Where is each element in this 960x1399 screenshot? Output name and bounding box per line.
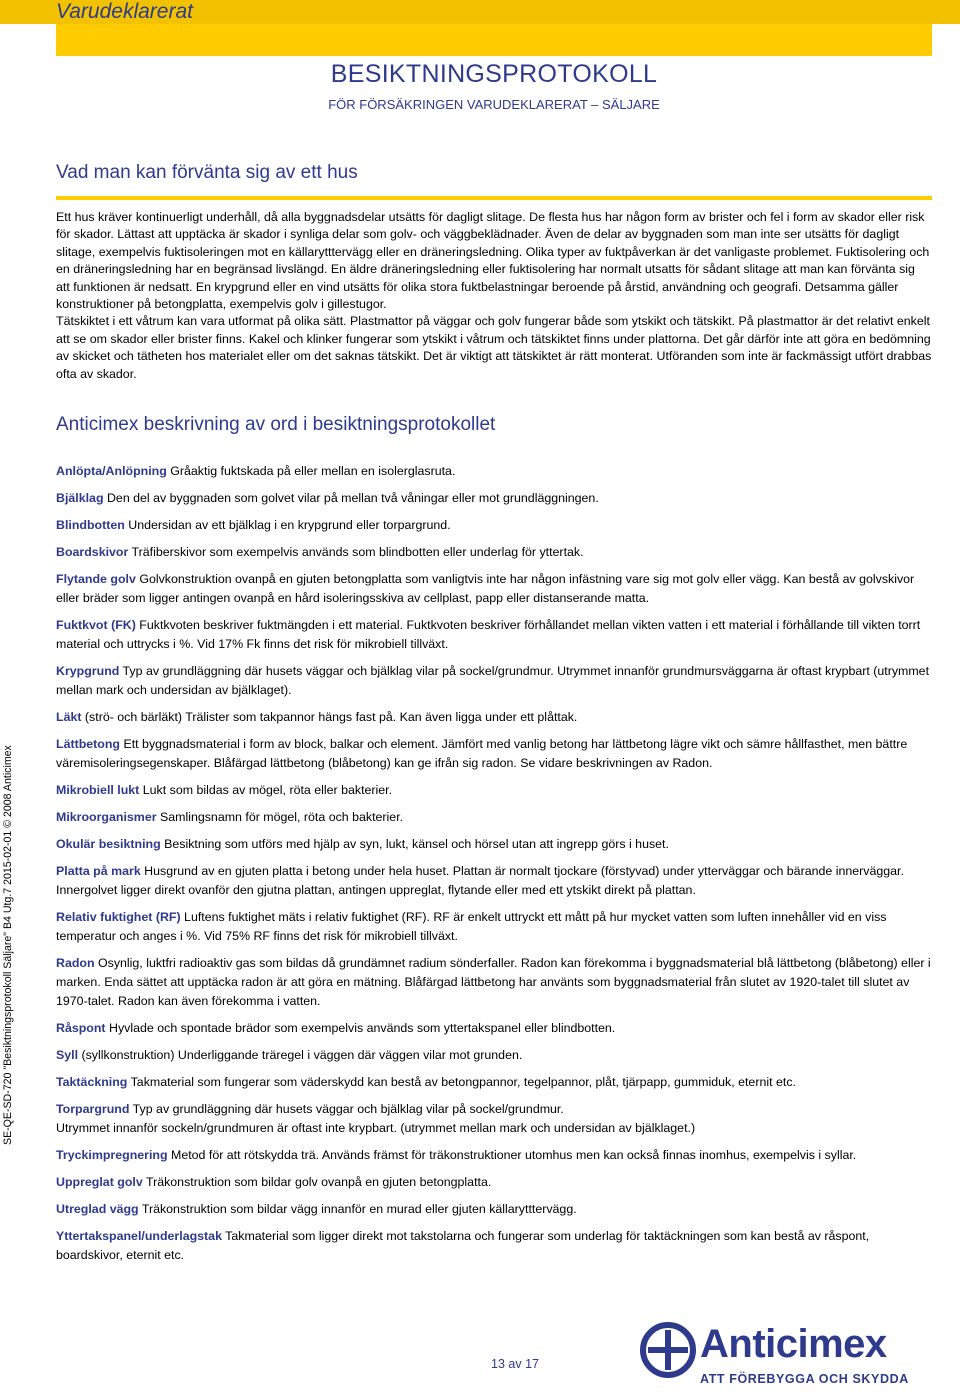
anticimex-logo bbox=[640, 1322, 945, 1390]
glossary-term: Platta på mark bbox=[56, 864, 141, 878]
glossary-term: Syll bbox=[56, 1048, 79, 1062]
glossary-term: Mikrobiell lukt bbox=[56, 783, 140, 797]
glossary-term: Råspont bbox=[56, 1021, 106, 1035]
glossary-definition: Hyvlade och spontade brädor som exempelvis används som yttertakspanel eller blindbotten. bbox=[105, 1021, 616, 1035]
header-band bbox=[56, 24, 932, 56]
glossary-entry bbox=[56, 735, 932, 773]
glossary-entry bbox=[56, 1046, 932, 1065]
glossary-definition: Husgrund av en gjuten platta i betong under hela huset. Plattan är normalt tjockare (förstyvad) under ytterväggar och bärande innerväggar. Innergolvet ligger direkt ovanför den gjutna plattan, antingen uppreglat, flytande eller med ett ytskikt direkt på plattan. bbox=[56, 864, 904, 897]
glossary-term: Taktäckning bbox=[56, 1075, 128, 1089]
glossary-definition: Träkonstruktion som bildar vägg innanför en murad eller gjuten källarytttervägg. bbox=[138, 1202, 577, 1216]
page-subtitle: FÖR FÖRSÄKRINGEN VARUDEKLARERAT – SÄLJARE bbox=[328, 97, 660, 112]
document-type: Varudeklarerat bbox=[56, 0, 193, 23]
intro-paragraph: Tätskiktet i ett våtrum kan vara utformat på olika sätt. Plastmattor på väggar och golv fungerar både som ytskikt och tätskikt. På plastmattor är det relativt enkelt att se om skador eller brister finns. Kakel och klinker fungerar som ytskikt i våtrum och tätskiktet finns under plattorna. Det går därför inte att göra en bedömning av skicket och tätheten hos materialet eller om det saknas tätskikt. Det är viktigt att tätskiktet är rätt monterat. Utföranden som inte är fackmässigt utfört drabbas ofta av skador. bbox=[56, 314, 932, 381]
glossary-entry bbox=[56, 781, 932, 800]
glossary-entry bbox=[56, 489, 932, 508]
logo-mark-icon bbox=[640, 1322, 696, 1378]
glossary-entry bbox=[56, 616, 932, 654]
divider bbox=[56, 196, 932, 200]
logo-wordmark: Anticimex bbox=[700, 1322, 887, 1366]
glossary-definition: Träfiberskivor som exempelvis används som blindbotten eller underlag för yttertak. bbox=[128, 545, 584, 559]
glossary-entry bbox=[56, 1146, 932, 1165]
glossary-term: Utreglad vägg bbox=[56, 1202, 139, 1216]
page-title: BESIKTNINGSPROTOKOLL bbox=[330, 60, 658, 88]
page-number: 13 av 17 bbox=[491, 1357, 539, 1371]
glossary-entry bbox=[56, 543, 932, 562]
glossary-definition: (syllkonstruktion) Underliggande trärege​l i väggen där väggen vilar mot grunden. bbox=[78, 1048, 523, 1062]
glossary-definition: Undersidan av ett bjälklag i en krypgrund eller torpargrund. bbox=[124, 518, 451, 532]
glossary-definition: Golvkonstruktion ovanpå en gjuten betongplatta som vanligtvis inte har någon infästning vare sig mot golv eller vägg. Kan bestå av golvskivor eller bräder som ligger antingen ovanpå en hård isoleringsskiva av cellplast, papp eller distanserande matta. bbox=[56, 572, 915, 605]
glossary-definition: Takmaterial som fungerar som väderskydd kan bestå av betongpannor, tegelpannor, plåt, tjärpapp, gummiduk, eternit etc. bbox=[127, 1075, 796, 1089]
glossary-entry bbox=[56, 708, 932, 727]
glossary-entry bbox=[56, 1173, 932, 1192]
glossary-entry bbox=[56, 808, 932, 827]
glossary-term: Boardskivor bbox=[56, 545, 129, 559]
glossary-definition: Osynlig, luktfri radioaktiv gas som bildas då grundämnet radium sönderfaller. Radon kan förekomma i byggnadsmaterial blå lättbetong (blåbetong) eller i marken. Enda sättet att upptäcka radon är att göra en mätning. Blåfärgad lättbetong har använts som byggnadsmaterial från slutet av 1920-talet till slutet av 1970-talet. Radon kan även förekomma i vatten. bbox=[56, 956, 931, 1008]
glossary-definition: Typ av grundläggning där husets väggar och bjälklag vilar på sockel/grundmur. Utrymmet innanför sockeln/grundmuren är oftast inte krypbart. (utrymmet mellan mark och undersidan av bjälklaget.) bbox=[56, 1102, 696, 1135]
glossary-definition: Samlingsnamn för mögel, röta och bakterier. bbox=[156, 810, 404, 824]
glossary-definition: Luftens fuktighet mäts i relativ fuktighet (RF). RF är enkelt uttryckt ett mått på hur mycket vatten som luften innehåller vid en viss temperatur och anges i %. Vid 75% RF finns det risk för mikrobiell tillväxt. bbox=[56, 910, 887, 943]
glossary-entry bbox=[56, 908, 932, 946]
logo-tagline: ATT FÖREBYGGA OCH SKYDDA bbox=[700, 1372, 909, 1386]
glossary-term: Yttertakspanel/underlagstak bbox=[56, 1229, 222, 1243]
glossary-entry bbox=[56, 1100, 932, 1138]
section-heading-glossary: Anticimex beskrivning av ord i besiktningsprotokollet bbox=[56, 414, 496, 435]
glossary-entry bbox=[56, 462, 932, 481]
document-reference: SE-QE-SD-720 "Besiktningsprotokoll Säljare" B4 Utg.7 2015-02-01 © 2008 Anticimex bbox=[2, 745, 14, 1145]
glossary-definition: Metod för att rötskydda trä. Används främst för träkonstruktioner utomhus men kan också finnas inomhus, exempelvis i syllar. bbox=[167, 1148, 857, 1162]
glossary-list bbox=[56, 462, 932, 1273]
glossary-term: Krypgrund bbox=[56, 664, 120, 678]
glossary-definition: Lukt som bildas av mögel, röta eller bakterier. bbox=[139, 783, 393, 797]
glossary-definition: Besiktning som utförs med hjälp av syn, lukt, känsel och hörsel utan att ingrepp görs i huset. bbox=[160, 837, 669, 851]
intro-paragraph: Ett hus kräver kontinuerligt underhåll, då alla byggnadsdelar utsätts för dagligt slitage. De flesta hus har någon form av brister och fel i form av skador eller risk för skador. Lättast att upptäcka är skador i synliga delar som golv- och väggbeklädnader. Även de delar av byggnaden som man inte ser utsätts för dagligt slitage, exempelvis fuktisoleringen mot en källarytttervägg eller en dräneringsledning. Olika typer av fuktpåverkan är det vanligaste problemet. Fuktisolering och en dräneringsledning har en begränsad livslängd. En äldre dräneringsledning eller fuktisolering har normalt utsatts för sådant slitage att man kan förvänta sig att funktionen är nedsatt. En krypgrund eller en vind utsätts för olika stora fuktbelastningar beroende på årstid, användning och geografi. Detsamma gäller konstruktioner på betongplatta, exempelvis golv i gillestugor. bbox=[56, 210, 930, 312]
glossary-definition: Den del av byggnaden som golvet vilar på mellan två våningar eller mot grundläggningen. bbox=[103, 491, 599, 505]
section-heading-expectations: Vad man kan förvänta sig av ett hus bbox=[56, 162, 358, 183]
glossary-definition: (strö- och bärläkt) Trälister som takpannor hängs fast på. Kan även ligga under ett plåttak. bbox=[81, 710, 578, 724]
glossary-term: Uppreglat golv bbox=[56, 1175, 143, 1189]
glossary-term: Bjälklag bbox=[56, 491, 104, 505]
glossary-entry bbox=[56, 516, 932, 535]
glossary-entry bbox=[56, 1200, 932, 1219]
glossary-term: Flytande golv bbox=[56, 572, 136, 586]
glossary-definition: Ett byggnadsmaterial i form av block, balkar och element. Jämfört med vanlig betong har lättbetong lägre vikt och sämre hållfasthet, men bättre väremisoleringsegenskaper. Blåfärgad lättbetong (blåbetong) kan ge ifrån sig radon. Se vidare beskrivningen av Radon. bbox=[56, 737, 908, 770]
glossary-entry bbox=[56, 570, 932, 608]
glossary-term: Torpargrund bbox=[56, 1102, 130, 1116]
glossary-entry bbox=[56, 954, 932, 1011]
glossary-definition: Typ av grundläggning där husets väggar och bjälklag vilar på sockel/grundmur. Utrymmet innanför grundmursväggarna är oftast krypbart (utrymmet mellan mark och undersidan av bjälklaget). bbox=[56, 664, 930, 697]
glossary-entry bbox=[56, 835, 932, 854]
glossary-term: Radon bbox=[56, 956, 95, 970]
glossary-term: Blindbotten bbox=[56, 518, 125, 532]
intro-text bbox=[56, 209, 932, 383]
glossary-term: Lättbetong bbox=[56, 737, 121, 751]
glossary-definition: Fuktkvoten beskriver fuktmängden i ett material. Fuktkvoten beskriver förhållandet mellan vikten vatten i ett material i förhållande till vikten torrt material och uttrycks i %. Vid 17% Fk finns det risk för mikrobiell tillväxt. bbox=[56, 618, 921, 651]
glossary-entry bbox=[56, 1019, 932, 1038]
glossary-definition: Gråaktig fuktskada på eller mellan en isolerglasruta. bbox=[166, 464, 456, 478]
glossary-entry bbox=[56, 1073, 932, 1092]
glossary-term: Anlöpta/Anlöpning bbox=[56, 464, 167, 478]
glossary-term: Okulär besiktning bbox=[56, 837, 161, 851]
glossary-entry bbox=[56, 662, 932, 700]
glossary-term: Tryckimpregnering bbox=[56, 1148, 168, 1162]
glossary-entry bbox=[56, 862, 932, 900]
glossary-entry bbox=[56, 1227, 932, 1265]
glossary-term: Mikroorganismer bbox=[56, 810, 157, 824]
glossary-term: Relativ fuktighet (RF) bbox=[56, 910, 181, 924]
glossary-definition: Träkonstruktion som bildar golv ovanpå en gjuten betongplatta. bbox=[142, 1175, 492, 1189]
glossary-definition: Takmaterial som ligger direkt mot takstolarna och fungerar som underlag för taktäckningen som kan bestå av råspont, boardskivor, eternit etc. bbox=[56, 1229, 870, 1262]
glossary-term: Fuktkvot (FK) bbox=[56, 618, 136, 632]
glossary-term: Läkt bbox=[56, 710, 82, 724]
